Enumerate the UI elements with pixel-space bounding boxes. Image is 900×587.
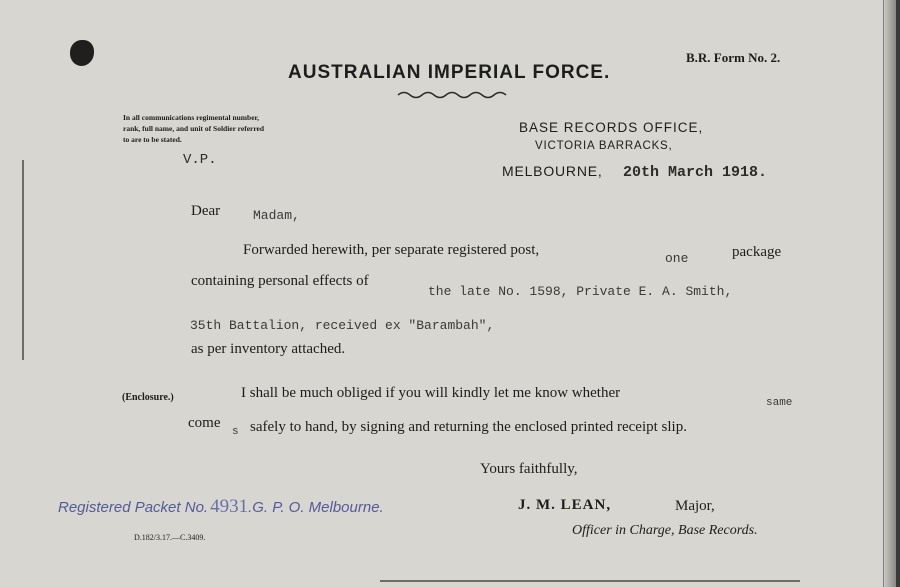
office-city: MELBOURNE, [502,163,603,179]
punch-hole [70,40,94,66]
signatory-title: Officer in Charge, Base Records. [572,523,758,538]
package-word: package [732,244,782,260]
reference-code: V.P. [183,152,217,168]
package-count: one [665,251,689,266]
come-word: come [188,415,221,431]
body-line-3: as per inventory attached. [191,341,346,357]
margin-line [22,160,24,360]
plural-suffix: s [232,426,239,438]
decorative-rule [396,90,512,100]
body-line-2: containing personal effects of [191,273,369,289]
body-line-1: Forwarded herewith, per separate registered post, [243,242,540,258]
same-word: same [766,397,793,409]
instruction-note-line1: In all communications regimental number, [123,113,260,122]
stamp-number: 4931 [210,496,249,517]
addressee: Madam, [253,208,300,223]
body-line-4: I shall be much obliged if you will kindly let me know whether [241,385,621,401]
page-edge-shadow [884,0,896,587]
body-line-5: safely to hand, by signing and returning the enclosed printed receipt slip. [250,419,687,435]
page-title: AUSTRALIAN IMPERIAL FORCE. [288,62,611,83]
bottom-line [380,580,800,582]
signatory-name: J. M. LEAN, [518,497,612,513]
enclosure-note: (Enclosure.) [122,392,174,403]
stamp-suffix: .G. P. O. Melbourne. [248,499,384,516]
soldier-details-line2: 35th Battalion, received ex "Barambah", [190,318,495,333]
soldier-details-line1: the late No. 1598, Private E. A. Smith, [428,284,733,299]
office-name: BASE RECORDS OFFICE, [519,120,704,135]
signatory-rank: Major, [675,498,715,514]
form-number: B.R. Form No. 2. [686,50,781,65]
print-code: D.182/3.17.—C.3409. [134,533,206,542]
instruction-note-line2: rank, full name, and unit of Soldier referred [123,124,265,133]
registered-packet-stamp [58,496,384,518]
office-address: VICTORIA BARRACKS, [535,140,673,152]
salutation: Dear [191,203,221,219]
letter-date: 20th March 1918. [623,164,768,181]
closing: Yours faithfully, [480,461,578,477]
stamp-prefix: Registered Packet No. [58,499,209,516]
instruction-note-line3: to are to be stated. [123,135,182,144]
